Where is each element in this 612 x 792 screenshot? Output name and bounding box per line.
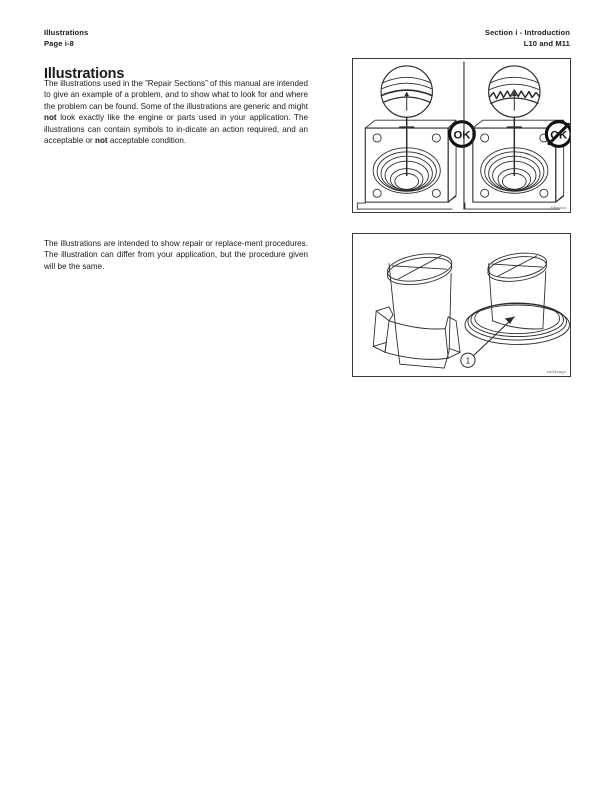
header-page-number: Page i-8 bbox=[44, 38, 74, 48]
header-model-name: L10 and M11 bbox=[523, 38, 570, 48]
body-paragraph-2 bbox=[44, 238, 308, 272]
figure-2-component-right bbox=[465, 250, 570, 345]
paragraph-1-text-a: The illustrations used in the ”Repair Sections” of this manual are intended to give an example of a problem, and to show what to look for and where the problem can be found. Some of the illustrations are generic and might bbox=[44, 79, 308, 111]
figure-2-artwork bbox=[353, 234, 570, 376]
header-section-name: Section i - Introduction bbox=[484, 28, 570, 37]
figure-component-views bbox=[352, 233, 571, 377]
figure-2-component-left bbox=[373, 250, 460, 368]
header-chapter-title: Illustrations bbox=[44, 28, 89, 37]
figure-1-artwork bbox=[353, 59, 570, 212]
page-header bbox=[44, 28, 570, 50]
paragraph-1-emphasis-not-2: not bbox=[94, 136, 108, 146]
badge-ok-acceptable bbox=[450, 122, 475, 147]
figure-2-caption-code: ca04vagc bbox=[546, 369, 566, 374]
body-paragraph-1 bbox=[44, 78, 308, 147]
figure-1-caption-code: tl9aooa bbox=[551, 205, 566, 210]
paragraph-1-text-c: acceptable condition. bbox=[107, 136, 187, 146]
svg-text:OK: OK bbox=[453, 129, 471, 142]
paragraph-1-emphasis-not-1: not bbox=[44, 113, 57, 123]
callout-1-number: 1 bbox=[465, 356, 471, 366]
page-title: Illustrations bbox=[44, 65, 125, 82]
paragraph-2-text: The illustrations are intended to show repair or replace-ment procedures. The illustration can differ from your application, but the procedure given will be the same. bbox=[44, 239, 308, 271]
svg-text:OK: OK bbox=[550, 129, 568, 142]
paragraph-1-text-b: look exactly like the engine or parts used in your application. The illustrations can contain symbols to in-dicate an action required, and an acceptable or bbox=[44, 113, 308, 146]
figure-1-panel-left bbox=[357, 66, 456, 209]
header-left-block bbox=[44, 28, 88, 50]
figure-ok-vs-not-ok bbox=[352, 58, 571, 213]
badge-ok-not-acceptable bbox=[546, 122, 570, 147]
header-right-block bbox=[485, 28, 570, 50]
